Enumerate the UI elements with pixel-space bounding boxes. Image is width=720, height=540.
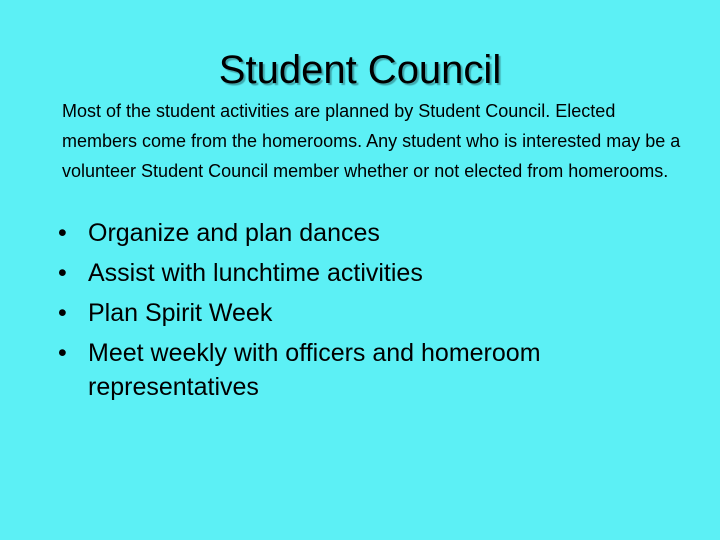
bullet-text: Meet weekly with officers and homeroom representatives (88, 339, 541, 401)
bullet-glyph: • (58, 339, 67, 367)
bullet-glyph: • (58, 299, 67, 327)
bullet-text: Organize and plan dances (88, 219, 380, 247)
bullet-list (58, 216, 658, 410)
bullet-glyph: • (58, 219, 67, 247)
slide-title: Student Council (218, 48, 502, 92)
bullet-item (58, 216, 658, 250)
bullet-glyph: • (58, 259, 67, 287)
intro-paragraph: Most of the student activities are planned by Student Council. Elected members come from the homerooms. Any student who is interested may be a volunteer Student Council member whether or not elected from homerooms. (62, 101, 681, 181)
bullet-text: Assist with lunchtime activities (88, 259, 423, 287)
bullet-item (58, 256, 658, 290)
bullet-item (58, 336, 658, 404)
bullet-item (58, 296, 658, 330)
bullet-text: Plan Spirit Week (88, 299, 273, 327)
